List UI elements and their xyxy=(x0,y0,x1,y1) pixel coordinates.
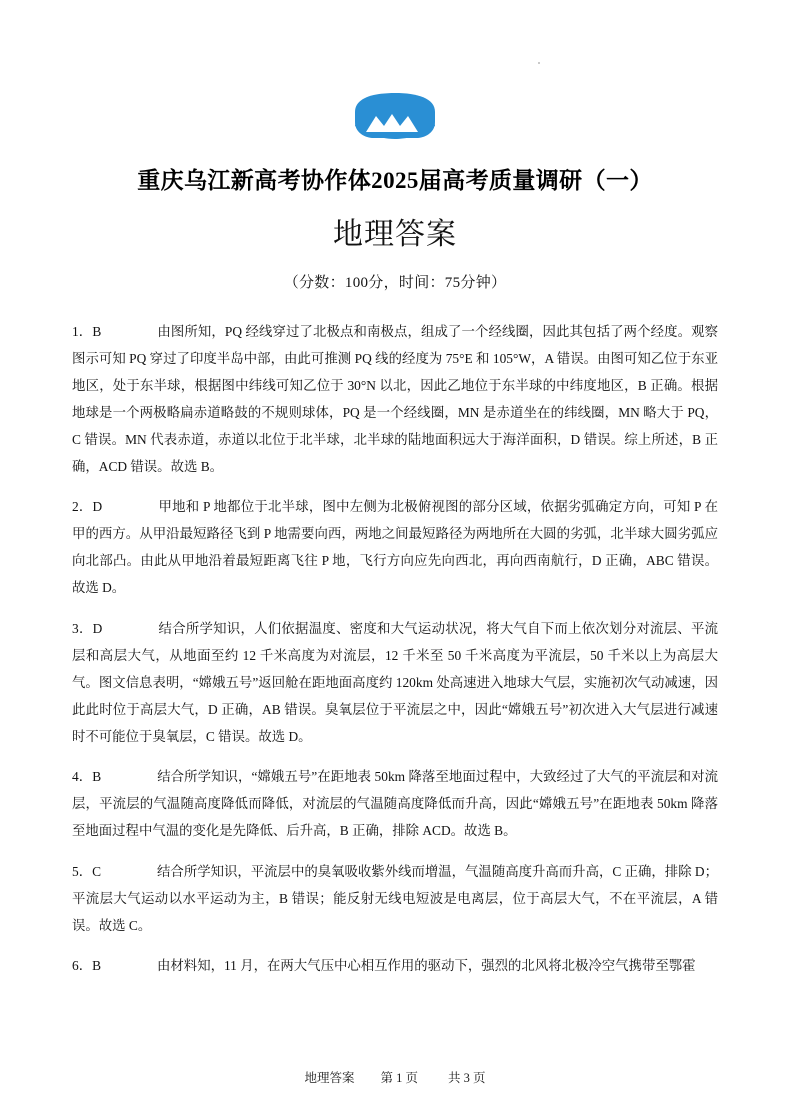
answer-number: 1．B xyxy=(72,324,102,339)
answer-text: 由图所知，PQ 经线穿过了北极点和南极点，组成了一个经线圈，因此其包括了两个经度。观察图示可知 PQ 穿过了印度半岛中部，由此可推测 PQ 线的经度为 75°E 和 105°W，A 错误。由图可知乙位于东亚地区，处于东半球，根据图中纬线可知乙位于 30°N 以北，因此乙地位于东半球的中纬度地区，B 正确。根据地球是一个两极略扁赤道略鼓的不规则球体，PQ 是一个经线圈，MN 是赤道坐在的纬线圈，MN 略大于 PQ，C 错误。MN 代表赤道，赤道以北位于北半球，北半球的陆地面积远大于海洋面积，D 错误。综上所述，B 正确，ACD 错误。故选 B。 xyxy=(72,324,718,474)
answer-text: 结合所学知识，平流层中的臭氧吸收紫外线而增温，气温随高度升高而升高，C 正确，排除 D；平流层大气运动以水平运动为主，B 错误；能反射无线电短波是电离层，位于高层大气，不在平流层，A 错误。故选 C。 xyxy=(72,863,718,933)
footer-total-suffix: 页 xyxy=(473,1071,486,1085)
page-top-dot xyxy=(538,62,540,64)
answer-number: 6．B xyxy=(72,957,102,973)
answer-item xyxy=(72,952,718,979)
page-subtitle: 地理答案 xyxy=(333,218,457,251)
footer-page-suffix: 页 xyxy=(405,1071,418,1085)
answer-item xyxy=(72,858,718,939)
answer-item xyxy=(72,493,718,601)
footer-doc-name: 地理答案 xyxy=(304,1071,355,1085)
answer-text: 结合所学知识，人们依据温度、密度和大气运动状况，将大气自下而上依次划分对流层、平流层和高层大气，从地面至约 12 千米高度为对流层，12 千米至 50 千米高度为平流层，50 千米以上为高层大气。图文信息表明，“嫦娥五号”返回舱在距地面高度约 120km 处高速进入地球大气层，实施初次气动减速，因此此时位于高层大气，D 正确，AB 错误。臭氧层位于平流层之中，因此“嫦娥五号”初次进入大气层进行减速时不可能位于臭氧层，C 错误。故选 D。 xyxy=(72,620,718,744)
answer-number: 3．D xyxy=(72,620,103,636)
answer-number: 5．C xyxy=(72,863,102,879)
page-title: 重庆乌江新高考协作体2025届高考质量调研（一） xyxy=(137,168,653,193)
answer-text: 甲地和 P 地都位于北半球，图中左侧为北极俯视图的部分区域，依据劣弧确定方向，可知 P 在甲的西方。从甲沿最短路径飞到 P 地需要向西，两地之间最短路径为两地所在大圆的劣弧，北半球大圆劣弧应向北部凸。由此从甲地沿着最短距离飞往 P 地，飞行方向应先向西北，再向西南航行，D 正确，ABC 错误。故选 D。 xyxy=(72,499,718,596)
answer-number: 2．D xyxy=(72,499,103,515)
answer-text: 结合所学知识，“嫦娥五号”在距地表 50km 降落至地面过程中，大致经过了大气的平流层和对流层，平流层的气温随高度降低而降低，对流层的气温随高度降低而升高，因此“嫦娥五号”在距地表 50km 降落至地面过程中气温的变化是先降低、后升高，B 正确，排除 ACD。故选 B。 xyxy=(72,769,718,839)
page-footer xyxy=(0,1068,790,1086)
answer-item xyxy=(72,318,718,480)
answer-item xyxy=(72,763,718,844)
answer-number: 4．B xyxy=(72,769,102,785)
answer-item xyxy=(72,615,718,750)
footer-total-pages: 3 xyxy=(463,1071,470,1085)
answer-text: 由材料知，11 月，在两大气压中心相互作用的驱动下，强烈的北风将北极冷空气携带至鄂霍 xyxy=(157,957,696,973)
footer-total-prefix: 共 xyxy=(448,1071,461,1085)
logo-container xyxy=(72,0,718,140)
exam-meta: （分数：100分，时间：75分钟） xyxy=(283,275,507,291)
footer-page-number: 1 xyxy=(396,1071,403,1085)
mountain-arch-logo-icon xyxy=(352,92,438,140)
answers-list xyxy=(72,318,718,979)
footer-page-prefix: 第 xyxy=(380,1071,393,1085)
